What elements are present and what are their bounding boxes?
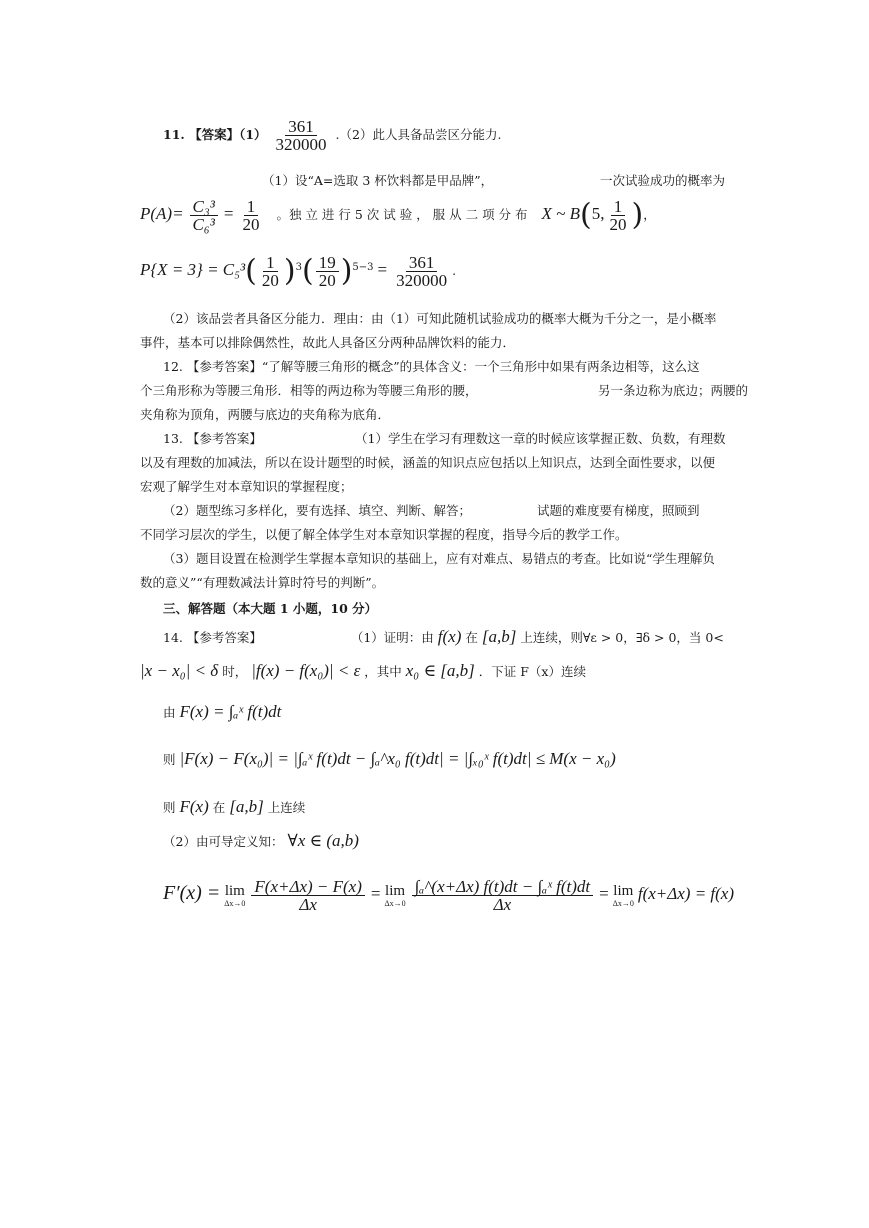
q11-label: 11. 【答案】（1） xyxy=(163,127,267,142)
q13-line-c: 宏观了解学生对本章知识的掌握程度； xyxy=(140,479,353,494)
q11-part1-text-a: （1）设“A=选取 3 杯饮料都是甲品牌”， xyxy=(262,173,494,188)
q12-line-a: 12. 【参考答案】“了解等腰三角形的概念”的具体含义：一个三角形中如果有两条边相等，这么这 xyxy=(163,359,700,374)
q11-fraction: $\frac{361}{320000}$ xyxy=(275,117,327,154)
q14-line-g: F′(x) = lim Δx→0 $\frac{F(x+\Delta x) - F(x)}{\Delta x}$ = lim Δx→0 $\frac{\text{∫ₐ\textasciicircum{}(x+Δx) f(t)dt − ∫ₐˣ f(t)dt}}{\Delta x}$ = lim Δx→0 f(x+Δx) = f(x) xyxy=(163,877,735,914)
q13-line-a1: 13. 【参考答案】 xyxy=(163,431,262,446)
q14-line-b: |x − x₀| < δ 时， |f(x) − f(x₀)| < ε ，其中 x₀ ∈ [a,b] ．下证 F（x）连续 xyxy=(140,661,586,680)
q11-pa-line: P(A)= $\frac{\text{C₃³}}{\text{C₆³}}$ = $\frac{1}{20}$ 。独 立 进 行 5 次 试 验 ， 服 从 二 项 分 布 X ~ B(5, $\frac{1}{20}$ )， xyxy=(140,197,656,234)
q13-line-f: （3）题目设置在检测学生掌握本章知识的基础上，应有对难点、易错点的考查。比如说“学生理解负 xyxy=(163,551,715,566)
px-lhs: P{X = 3} = C₅³ xyxy=(140,260,246,279)
pa-fraction-2: $\frac{1}{20}$ xyxy=(242,197,260,234)
q12-line-b1: 个三角形称为等腰三角形．相等的两边称为等腰三角形的腰， xyxy=(140,383,478,398)
pa-fraction: $\frac{\text{C₃³}}{\text{C₆³}}$ xyxy=(190,198,218,233)
pa-dist: X ~ B xyxy=(541,204,580,223)
q12-line-b2: 另一条边称为底边；两腰的 xyxy=(598,383,749,398)
q14-line-e: 则 F(x) 在 [a,b] 上连续 xyxy=(163,797,306,816)
q11-answer-2: .（2）此人具备品尝区分能力. xyxy=(335,127,502,142)
q14-line-a: 14. 【参考答案】 （1）证明：由 f(x) 在 [a,b] 上连续，则∀ε > 0，∃δ > 0，当 0< xyxy=(163,627,724,646)
q14-line-c: 由 F(x) = ∫ₐˣ f(t)dt xyxy=(163,702,282,721)
q12-line-c: 夹角称为顶角，两腰与底边的夹角称为底角． xyxy=(140,407,391,422)
section-3-heading: 三、解答题（本大题 1 小题，10 分） xyxy=(163,601,378,616)
q14-line-d: 则 |F(x) − F(x₀)| = |∫ₐˣ f(t)dt − ∫ₐ^x₀ f(t)dt| = |∫ₓ₀ˣ f(t)dt| ≤ M(x − x₀) xyxy=(163,749,616,768)
q14-line-f: （2）由可导定义知： ∀x ∈ (a,b) xyxy=(163,831,359,850)
q13-line-g: 数的意义”“有理数减法计算时符号的判断”。 xyxy=(140,575,385,590)
q11-part2-b: 事件，基本可以排除偶然性，故此人具备区分两种品牌饮料的能力． xyxy=(140,335,516,350)
pa-lhs: P(A)= xyxy=(140,204,184,223)
q13-line-b: 以及有理数的加减法，所以在设计题型的时候，涵盖的知识点应包括以上知识点，达到全面性要求，以便 xyxy=(140,455,716,470)
pa-dist-fraction: $\frac{1}{20}$ xyxy=(609,197,627,234)
q11-px-line: P{X = 3} = C₅³( $\frac{1}{20}$ )$^3$( $\frac{19}{20}$ )$^{5-3}$ = $\frac{361}{320000}$ . xyxy=(140,253,457,290)
q13-line-a2: （1）学生在学习有理数这一章的时候应该掌握正数、负数，有理数 xyxy=(355,431,726,446)
q11-part2-a: （2）该品尝者具备区分能力．理由：由（1）可知此随机试验成功的概率大概为千分之一，是小概率 xyxy=(163,311,717,326)
q13-line-d1: （2）题型练习多样化，要有选择、填空、判断、解答； xyxy=(163,503,471,518)
q13-line-e: 不同学习层次的学生，以便了解全体学生对本章知识掌握的程度，指导今后的教学工作。 xyxy=(140,527,628,542)
q11-part1-text-b: 一次试验成功的概率为 xyxy=(600,173,726,188)
q11-answer-line xyxy=(163,118,501,153)
q13-line-d2: 试题的难度要有梯度，照顾到 xyxy=(537,503,700,518)
pa-text: 。独 立 进 行 5 次 试 验 ， 服 从 二 项 分 布 xyxy=(276,207,528,222)
